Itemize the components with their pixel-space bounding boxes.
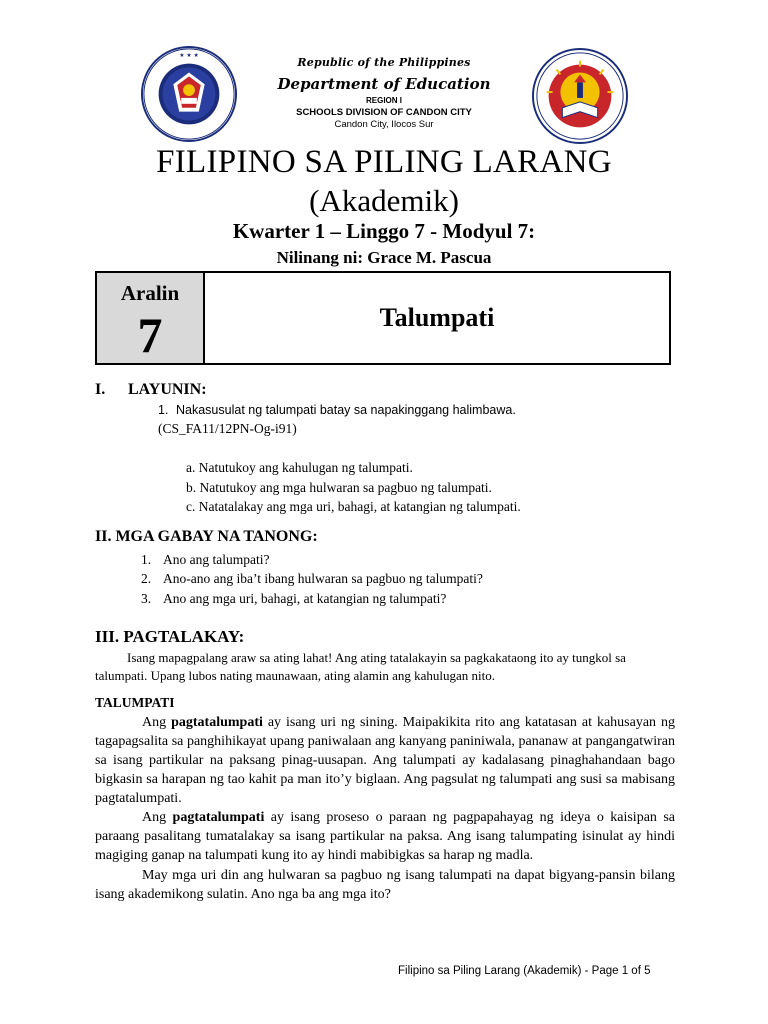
p2-bold-term: pagtatalumpati [172, 810, 265, 825]
document-title: FILIPINO SA PILING LARANG [156, 144, 612, 180]
question-number: 2. [141, 571, 152, 586]
objective-subitem-c: c. Natatalakay ang mga uri, bahagi, at katangian ng talumpati. [186, 499, 521, 514]
division-line: SCHOOLS DIVISION OF CANDON CITY [296, 107, 472, 118]
region-line: REGION I [365, 96, 402, 105]
lesson-label: Aralin [120, 281, 180, 305]
objective-subitem-b: b. Natutukoy ang mga hulwaran sa pagbuo ng talumpati. [186, 480, 492, 495]
question-text: Ano-ano ang iba’t ibang hulwaran sa pagbuo ng talumpati? [163, 571, 483, 586]
department-line: Department of Education [277, 75, 491, 93]
paragraph-1 [95, 713, 675, 808]
republic-line: Republic of the Philippines [297, 56, 471, 69]
objective-number: 1. [158, 403, 169, 417]
subheading-talumpati: TALUMPATI [95, 695, 175, 710]
page-footer: Filipino sa Piling Larang (Akademik) - Page 1 of 5 [398, 965, 651, 977]
p1-body: ay isang uri ng sining. Maipakikita rito ang katatasan at kahusayan ng tagapagsalita sa panghihikayat upang paniwalaan ang kanyang paniniwala, pananaw at pangangatwiran sa isang partikular na paksang pinag-uusapan. Ang talumpati ay kadalasang pinaghahandaan bago bigkasin sa harapan ng tao kahit pa man ito’y biglaan. Ang pagsulat ng talumpati ang susi sa mabisang pagtatalumpati. [95, 715, 675, 806]
objective-subitem-a: a. Natutukoy ang kahulugan ng talumpati. [186, 460, 413, 475]
p1-lead: Ang [142, 715, 172, 730]
p2-body: ay isang proseso o paraan ng pagpapahayag ng ideya o kaisipan sa paraang pasalitang tumatalakay sa isang partikular na paksa. Ang isang talumpating isinulat ay hindi magiging ganap na talumpati kung ito ay hindi mabibigkas sa harap ng madla. [95, 810, 675, 863]
question-text: Ano ang mga uri, bahagi, at katangian ng talumpati? [163, 591, 447, 606]
author-line: Nilinang ni: Grace M. Pascua [276, 248, 492, 267]
section1-heading: LAYUNIN: [128, 381, 207, 398]
quarter-week-module: Kwarter 1 – Linggo 7 - Modyul 7: [232, 219, 536, 243]
question-number: 1. [141, 552, 152, 567]
city-line: Candon City, Ilocos Sur [334, 119, 434, 130]
document-subtitle: (Akademik) [309, 183, 459, 218]
p2-lead: Ang [142, 810, 173, 825]
objective-code: (CS_FA11/12PN-Og-i91) [158, 421, 297, 436]
section3-heading: III. PAGTALAKAY: [95, 627, 245, 646]
paragraph-2 [95, 808, 675, 865]
section1-numeral: I. [95, 381, 106, 398]
section2-heading: II. MGA GABAY NA TANONG: [95, 528, 318, 545]
lesson-box [95, 271, 671, 365]
paragraph-3: May mga uri din ang hulwaran sa pagbuo ng isang talumpati na dapat bigyang-pansin bilang isang akademikong sulatin. Ano nga ba ang mga ito? [95, 868, 675, 902]
p1-bold-term: pagtatalumpati [171, 715, 263, 730]
lesson-topic: Talumpati [379, 303, 495, 332]
intro-line-2: talumpati. Upang lubos nating maunawaan, ating alamin ang kahulugan nito. [95, 668, 496, 683]
question-text: Ano ang talumpati? [163, 552, 270, 567]
intro-line-1: Isang mapagpalang araw sa ating lahat! Ang ating tatalakayin sa pagkakataong ito ay tungkol sa [127, 650, 626, 665]
lesson-number-cell [97, 273, 205, 363]
seal-text-icon: ★ ★ ★ [179, 52, 199, 59]
lesson-number: 7 [137, 307, 163, 363]
question-number: 3. [141, 591, 152, 606]
objective-text: Nakasusulat ng talumpati batay sa napakinggang halimbawa. [176, 403, 516, 417]
